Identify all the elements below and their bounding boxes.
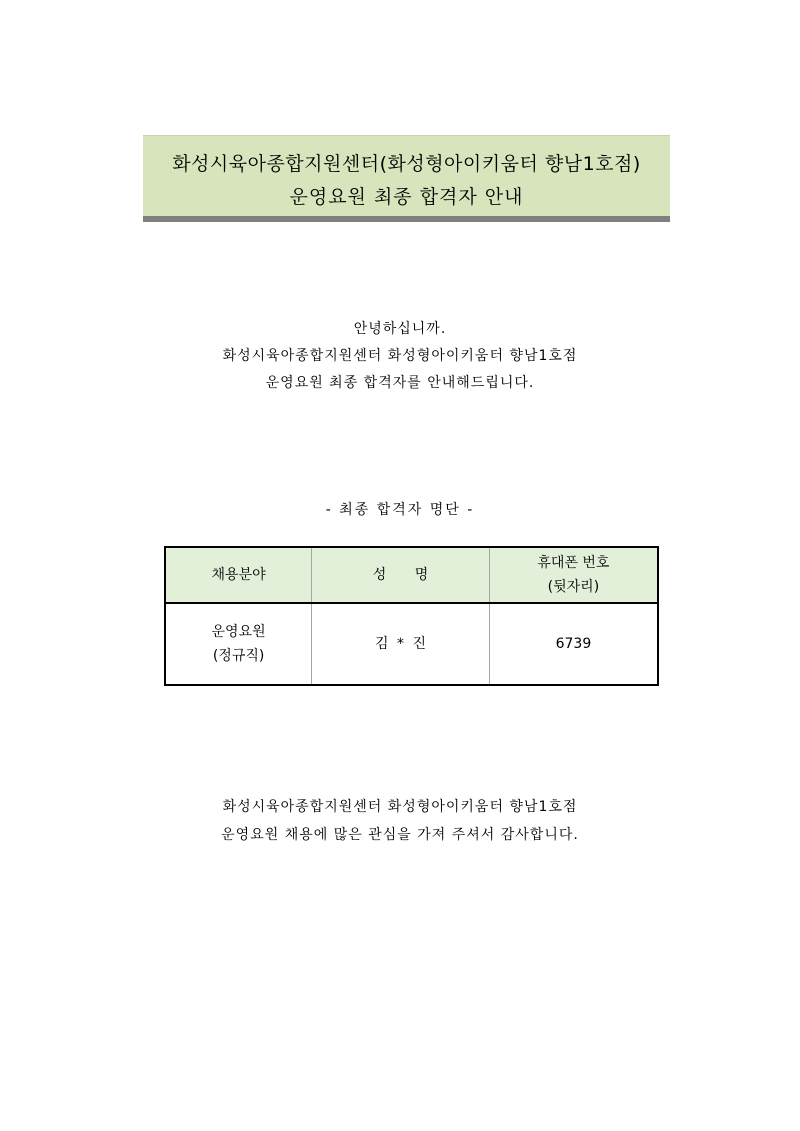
cell-field-line2: (정규직)	[212, 648, 265, 664]
cell-field	[165, 603, 312, 685]
table-row	[165, 603, 658, 685]
closing-line-1: 화성시육아종합지원센터 화성형아이키움터 향남1호점	[222, 799, 578, 815]
header-name-label: 성 명	[372, 567, 429, 583]
closing-line-2: 운영요원 채용에 많은 관심을 가져 주셔서 감사합니다.	[221, 827, 579, 843]
header-phone	[489, 547, 658, 603]
document-title-box	[143, 135, 670, 216]
table-header-row	[165, 547, 658, 603]
greeting-line-3: 운영요원 최종 합격자를 안내해드립니다.	[265, 375, 535, 391]
title-underline-bar	[143, 216, 670, 222]
results-table	[164, 546, 659, 686]
header-name	[312, 547, 490, 603]
cell-name-text: 김 * 진	[375, 636, 426, 652]
greeting-line-2: 화성시육아종합지원센터 화성형아이키움터 향남1호점	[222, 348, 578, 364]
document-title-line1: 화성시육아종합지원센터(화성형아이키움터 향남1호점)	[172, 153, 641, 175]
cell-field-line1: 운영요원	[211, 624, 266, 640]
greeting-line-1: 안녕하십니까.	[353, 321, 447, 337]
header-phone-line1: 휴대폰 번호	[537, 555, 610, 571]
document-title-line2: 운영요원 최종 합격자 안내	[289, 186, 524, 208]
section-heading: - 최종 합격자 명단 -	[325, 502, 475, 518]
cell-phone: 6739	[489, 603, 658, 685]
header-field: 채용분야	[165, 547, 312, 603]
header-phone-line2: (뒷자리)	[547, 579, 600, 595]
cell-name	[312, 603, 490, 685]
